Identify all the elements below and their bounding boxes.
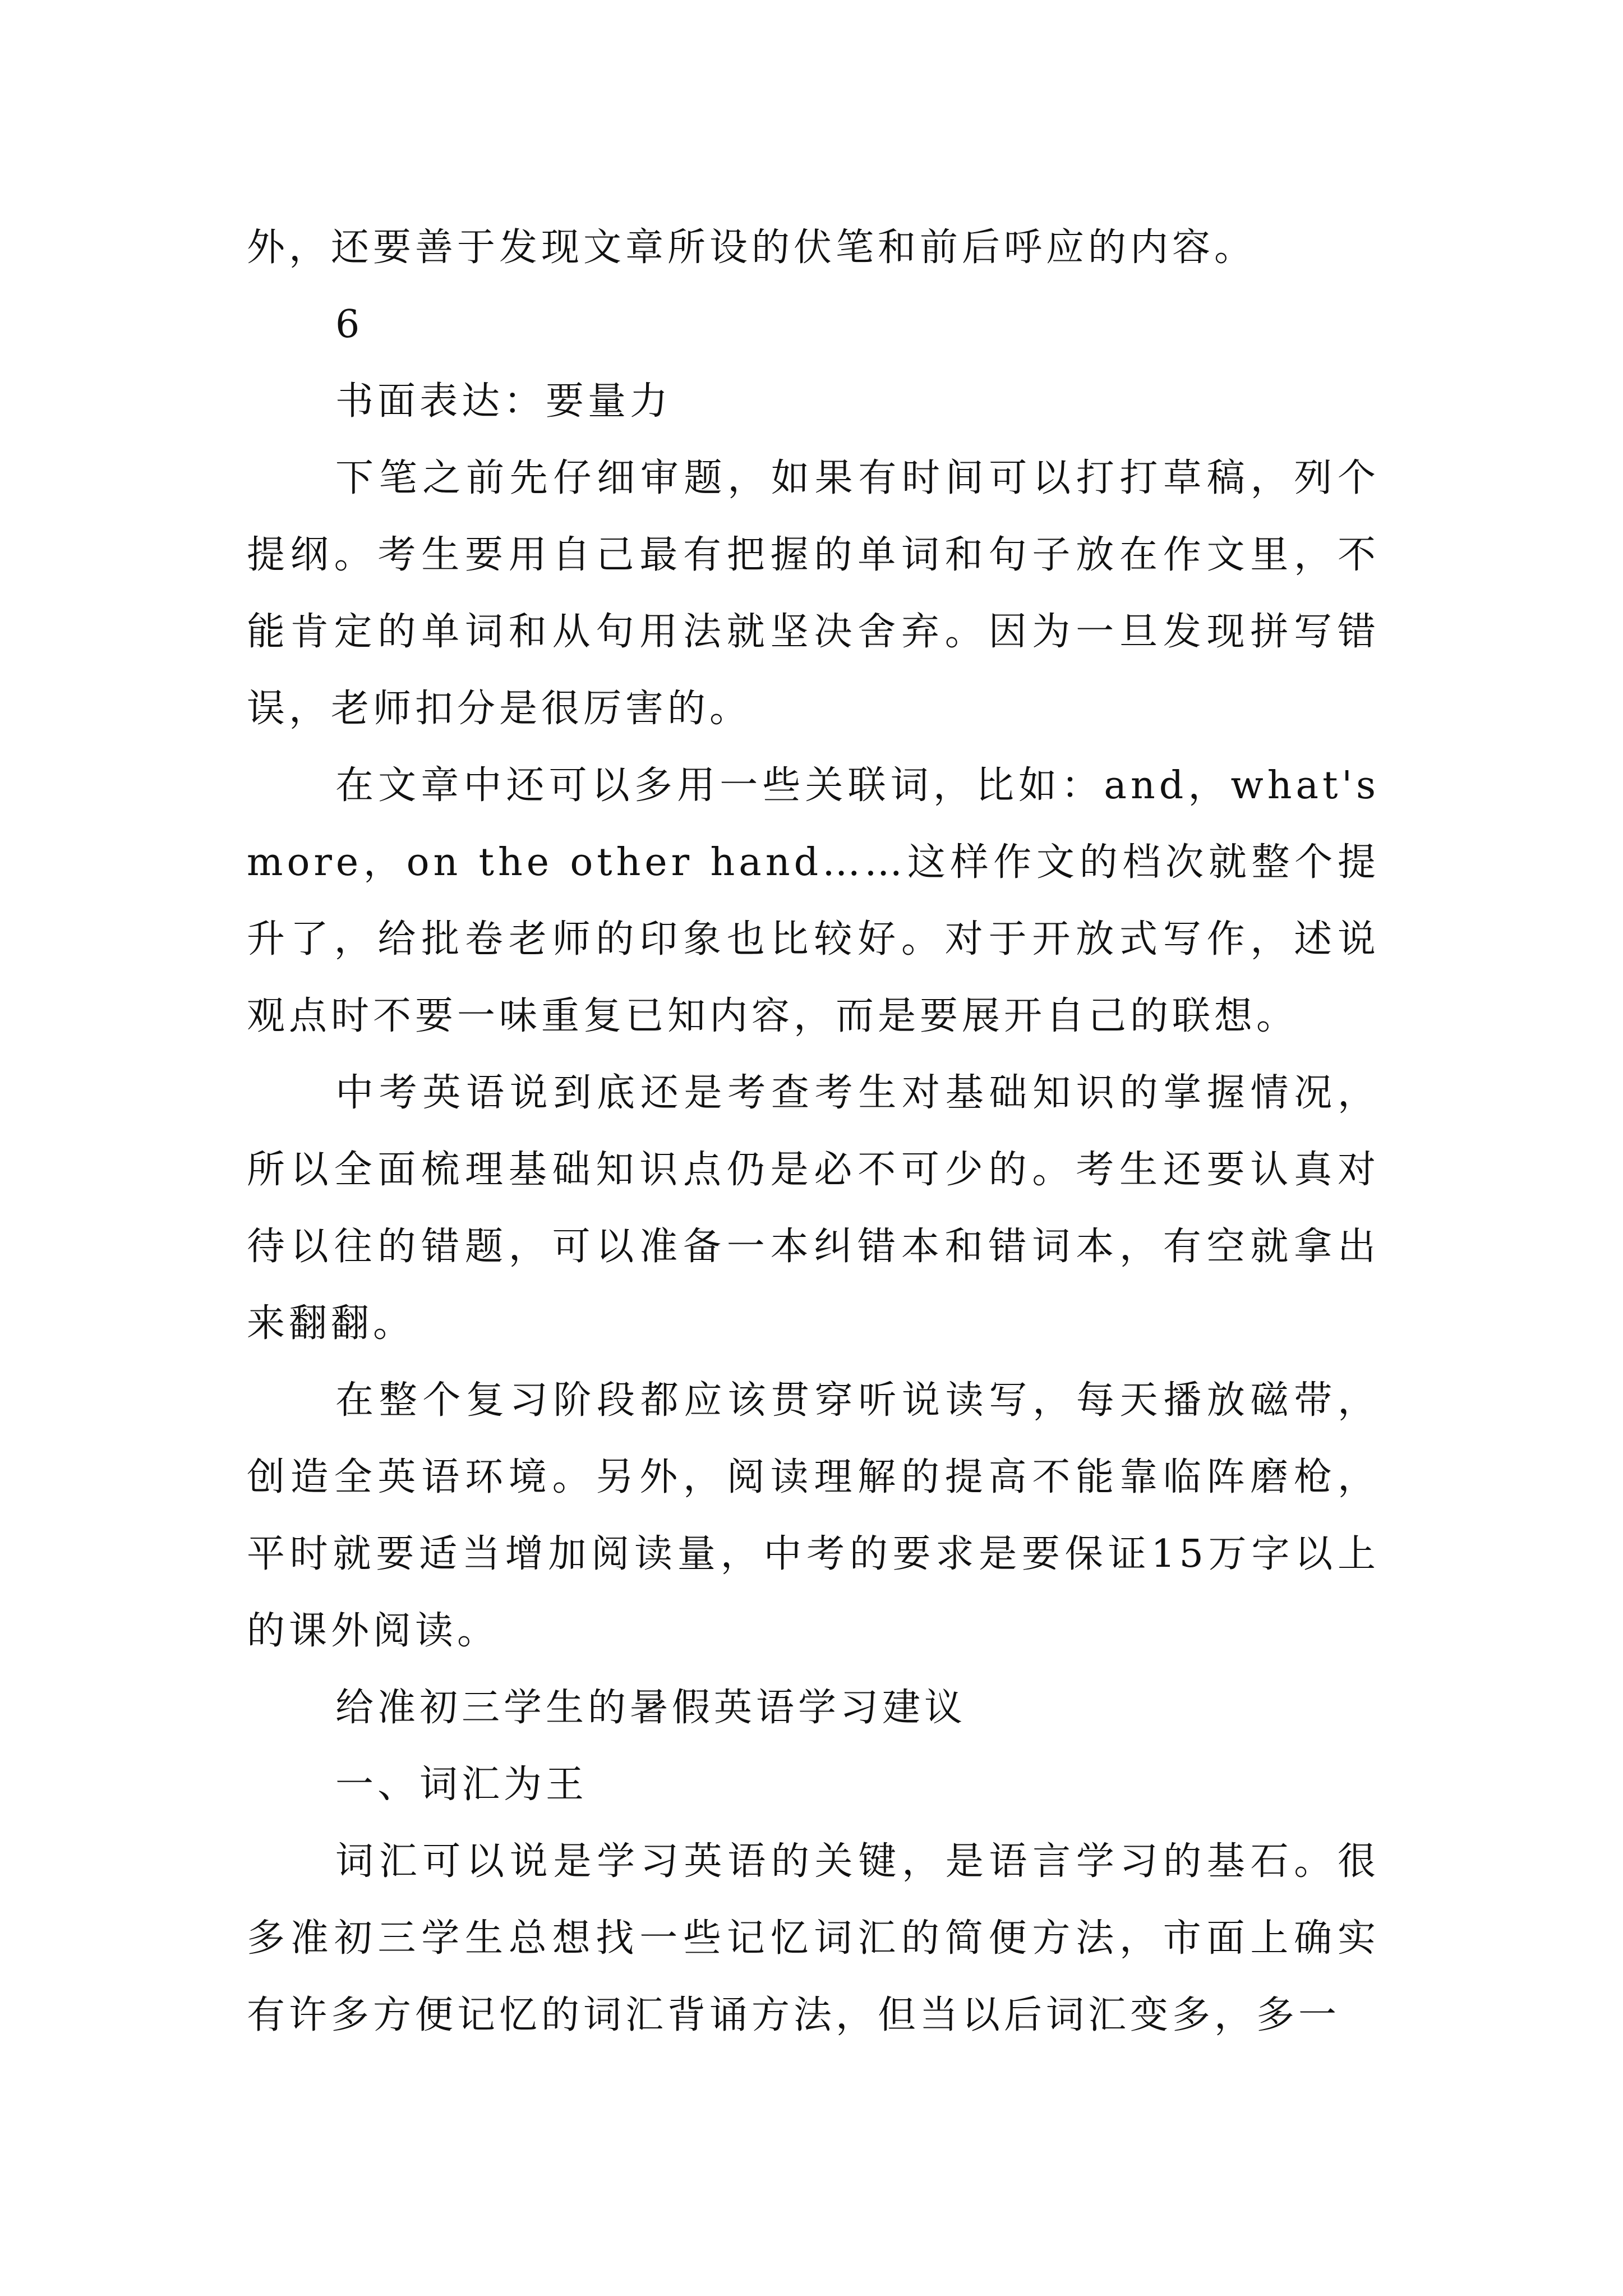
subheading-vocabulary: 一、词汇为王 [335, 1763, 588, 1807]
section-title-summer-advice: 给准初三学生的暑假英语学习建议 [335, 1686, 967, 1730]
paragraph-vocabulary: 词汇可以说是学习英语的关键，是语言学习的基石。很多准初三学生总想找一些记忆词汇的简便方法，市面上确实有许多方便记忆的词汇背诵方法，但当以后词汇变多，多一 [247, 1839, 1380, 2037]
paragraph-connectives: 在文章中还可以多用一些关联词，比如：and，what's more，on the other hand……这样作文的档次就整个提升了，给批卷老师的印象也比较好。对于开放式写作，述说观点时不要一味重复已知内容，而是要展开自己的联想。 [247, 763, 1380, 1038]
paragraph-basic-knowledge: 中考英语说到底还是考查考生对基础知识的掌握情况，所以全面梳理基础知识点仍是必不可少的。考生还要认真对待以往的错题，可以准备一本纠错本和错词本，有空就拿出来翻翻。 [247, 1071, 1380, 1346]
body-text [247, 209, 1380, 2054]
section-heading-writing: 书面表达：要量力 [335, 379, 672, 424]
section-number: 6 [335, 302, 364, 347]
paragraph-reading: 在整个复习阶段都应该贯穿听说读写，每天播放磁带，创造全英语环境。另外，阅读理解的提高不能靠临阵磨枪，平时就要适当增加阅读量，中考的要求是要保证15万字以上的课外阅读。 [247, 1378, 1380, 1653]
paragraph-continuation: 外，还要善于发现文章所设的伏笔和前后呼应的内容。 [247, 226, 1257, 270]
paragraph-review-question: 下笔之前先仔细审题，如果有时间可以打打草稿，列个提纲。考生要用自己最有把握的单词和句子放在作文里，不能肯定的单词和从句用法就坚决舍弃。因为一旦发现拼写错误，老师扣分是很厉害的。 [247, 456, 1380, 731]
